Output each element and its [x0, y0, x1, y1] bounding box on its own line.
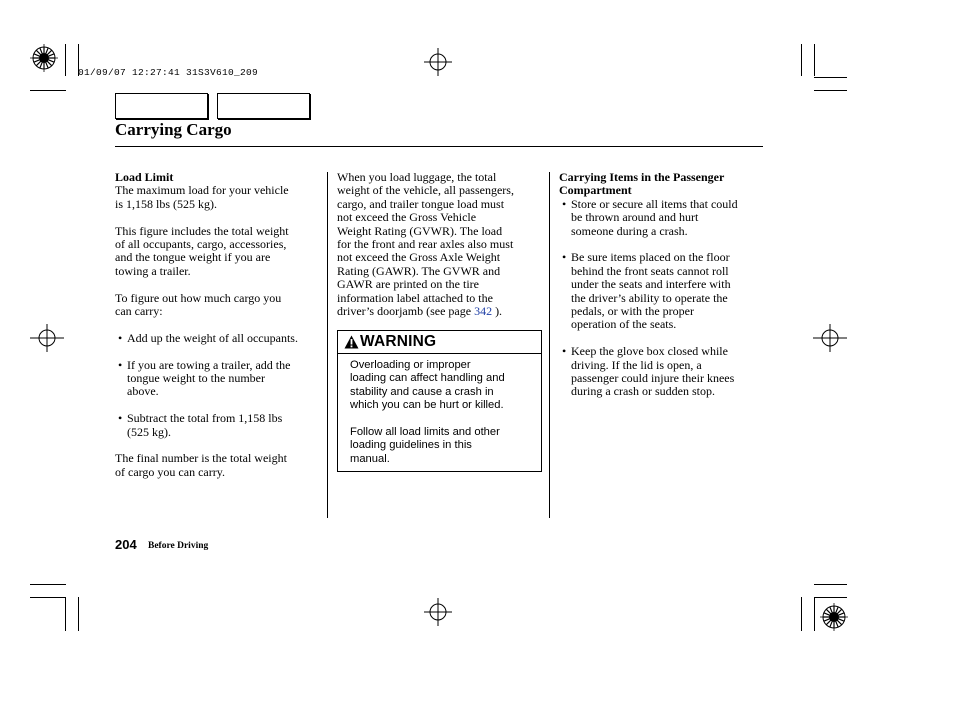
- print-stamp: 01/09/07 12:27:41 31S3V610_209: [78, 67, 259, 78]
- crosshair-icon: [813, 324, 847, 352]
- text-line: GAWR are printed on the tire: [337, 277, 479, 292]
- crop-mark: [30, 90, 66, 91]
- text-line: To figure out how much cargo you: [115, 290, 282, 305]
- text-line: for the front and rear axles also must: [337, 237, 514, 252]
- paragraph: [115, 292, 327, 319]
- text-line: above.: [127, 384, 159, 399]
- text-line: of cargo you can carry.: [115, 464, 225, 479]
- text-line: loading guidelines in this: [350, 439, 472, 452]
- page-title: Carrying Cargo: [115, 120, 232, 139]
- crop-mark: [30, 584, 66, 585]
- text-line: This figure includes the total weight: [115, 223, 289, 238]
- text-line: Compartment: [559, 183, 632, 198]
- warning-triangle-icon: [344, 335, 359, 349]
- column-divider: [327, 172, 328, 518]
- crop-mark: [814, 90, 847, 91]
- text-line: and the tongue weight if you are: [115, 250, 271, 265]
- paragraph: [337, 171, 549, 318]
- crop-mark: [801, 44, 802, 76]
- text-line: is 1,158 lbs (525 kg).: [115, 196, 217, 211]
- crosshair-icon: [424, 48, 452, 76]
- section-heading: Load Limit: [115, 170, 174, 184]
- warning-header: [338, 331, 541, 354]
- crop-mark: [65, 597, 66, 631]
- paragraph: [115, 184, 327, 211]
- list-item: [559, 251, 771, 331]
- text-line: passenger could injure their knees: [571, 371, 735, 386]
- list-item: [115, 332, 327, 345]
- column-divider: [549, 172, 550, 518]
- crosshair-icon: [424, 598, 452, 626]
- text-line: Overloading or improper: [350, 359, 471, 371]
- crop-mark: [814, 44, 815, 76]
- text-line: manual.: [350, 452, 390, 465]
- text-line: If you are towing a trailer, add the: [127, 357, 291, 372]
- text-line: behind the front seats cannot roll: [571, 263, 729, 278]
- text-line: the driver’s ability to operate the: [571, 290, 728, 305]
- column-passenger-compartment: [559, 171, 771, 399]
- nav-tab-box[interactable]: [217, 93, 310, 119]
- list-item: [559, 198, 771, 238]
- paragraph: [115, 452, 327, 479]
- list-item: [559, 345, 771, 399]
- crop-mark: [814, 597, 847, 598]
- text-line: Add up the weight of all occupants.: [127, 330, 298, 345]
- text-line: not exceed the Gross Axle Weight: [337, 250, 501, 265]
- nav-tab-box[interactable]: [115, 93, 208, 119]
- text-line: of all occupants, cargo, accessories,: [115, 237, 287, 252]
- crop-mark: [65, 44, 66, 76]
- text-line: be thrown around and hurt: [571, 210, 699, 225]
- text-line: Keep the glove box closed while: [571, 344, 728, 359]
- text-line: weight of the vehicle, all passengers,: [337, 183, 514, 198]
- text-line: cargo, and trailer tongue load must: [337, 196, 505, 211]
- text-line: Weight Rating (GVWR). The load: [337, 223, 503, 238]
- text-line: Store or secure all items that could: [571, 196, 738, 211]
- text-line: Subtract the total from 1,158 lbs: [127, 411, 283, 426]
- page-number: 204: [115, 537, 137, 552]
- text-line: Carrying Items in the Passenger: [559, 170, 725, 184]
- paragraph: [350, 359, 535, 413]
- text-line: pedals, or with the proper: [571, 304, 694, 319]
- crosshair-icon: [30, 324, 64, 352]
- warning-text: [350, 359, 535, 466]
- registration-mark-icon: [820, 603, 848, 631]
- text-line: under the seats and interfere with: [571, 277, 731, 292]
- text-line: during a crash or sudden stop.: [571, 384, 715, 399]
- text-line: The final number is the total weight: [115, 451, 287, 466]
- list-item: [115, 412, 327, 439]
- crop-mark: [814, 584, 847, 585]
- text-line: (525 kg).: [127, 424, 171, 439]
- registration-mark-icon: [30, 44, 58, 72]
- text-line: Rating (GAWR). The GVWR and: [337, 263, 501, 278]
- text-line: information label attached to the: [337, 290, 493, 305]
- text-line: ).: [492, 304, 503, 319]
- list-item: [115, 359, 327, 399]
- crop-mark: [30, 597, 66, 598]
- text-line: loading can affect handling and: [350, 372, 505, 385]
- column-load-limit: [115, 171, 327, 479]
- text-line: The maximum load for your vehicle: [115, 183, 289, 198]
- text-line: When you load luggage, the total: [337, 170, 497, 184]
- crop-mark: [814, 77, 847, 78]
- warning-box: [337, 330, 542, 472]
- column-gvwr: [337, 171, 549, 318]
- warning-label: WARNING: [360, 333, 437, 350]
- crop-mark: [78, 597, 79, 631]
- paragraph: [350, 426, 535, 466]
- text-line: which you can be hurt or killed.: [350, 399, 504, 412]
- text-line: driving. If the lid is open, a: [571, 357, 702, 372]
- crop-mark: [801, 597, 802, 631]
- text-line: someone during a crash.: [571, 223, 688, 238]
- text-line: can carry:: [115, 304, 163, 319]
- text-line: driver’s doorjamb (see page: [337, 304, 475, 319]
- text-line: operation of the seats.: [571, 317, 677, 332]
- section-heading: [559, 171, 771, 198]
- page-reference-link[interactable]: 342: [474, 304, 493, 319]
- text-line: not exceed the Gross Vehicle: [337, 210, 477, 225]
- text-line: tongue weight to the number: [127, 371, 265, 386]
- title-rule: [115, 146, 763, 147]
- crop-mark: [814, 597, 815, 631]
- footer-section-name: Before Driving: [148, 541, 209, 551]
- text-line: towing a trailer.: [115, 263, 191, 278]
- text-line: Be sure items placed on the floor: [571, 250, 730, 265]
- paragraph: [115, 225, 327, 279]
- text-line: Follow all load limits and other: [350, 426, 500, 439]
- text-line: stability and cause a crash in: [350, 385, 494, 398]
